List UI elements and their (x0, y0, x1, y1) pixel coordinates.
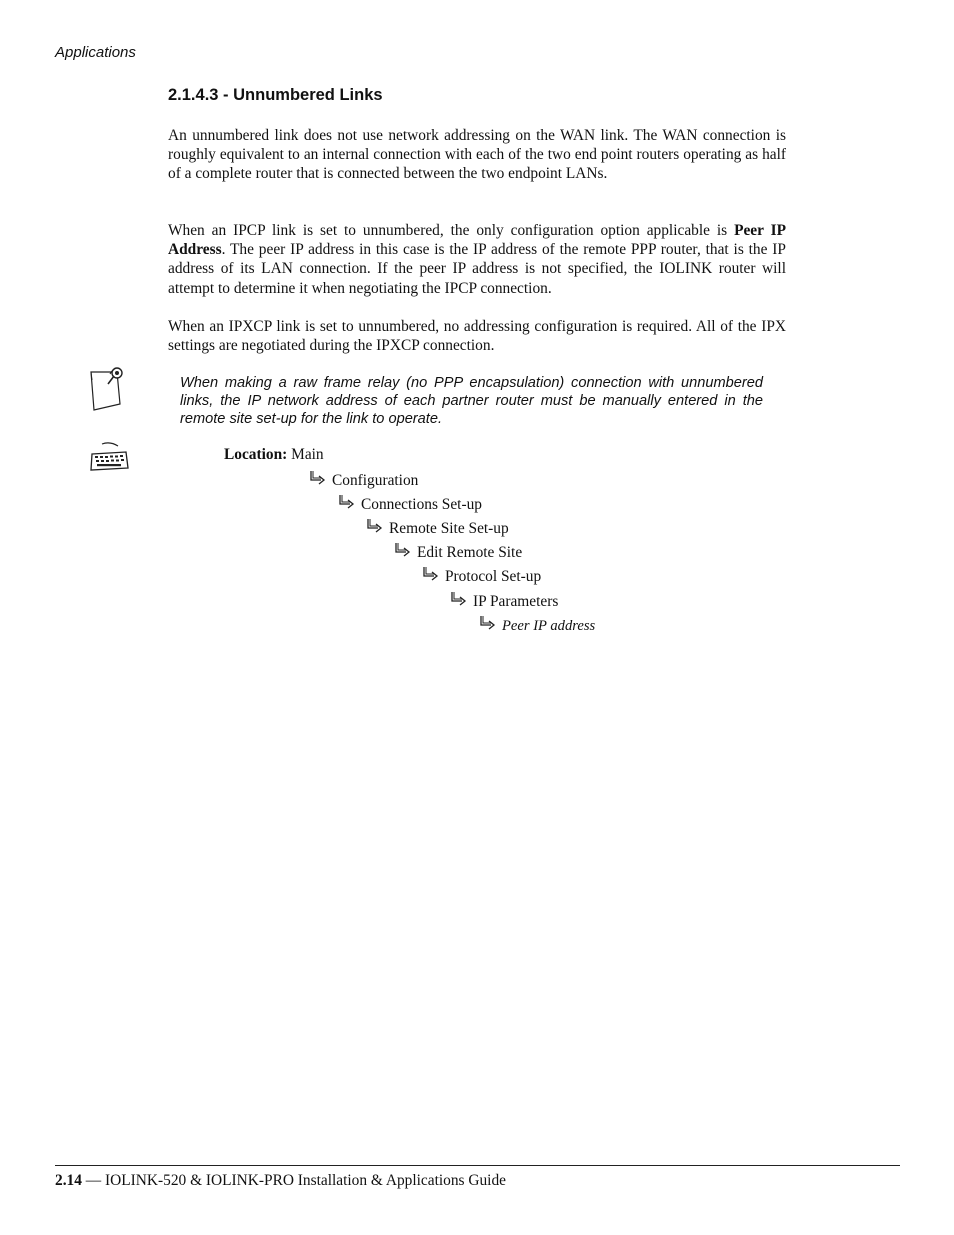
menu-path-step (365, 518, 509, 538)
note-pin-icon (86, 364, 128, 414)
footer-divider (55, 1165, 900, 1166)
path-step-label: IP Parameters (473, 593, 559, 610)
path-arrow-icon (449, 591, 473, 611)
location-label: Location: (224, 446, 288, 463)
note-text: When making a raw frame relay (no PPP encapsulation) connection with unnumbered links, the IP network address of each partner router must be manually entered in the remote site set-up for the link to operate. (180, 375, 763, 427)
menu-path-step (393, 542, 522, 562)
path-step-label: Protocol Set-up (445, 568, 542, 585)
location-line (224, 446, 324, 464)
path-step-label: Remote Site Set-up (389, 520, 509, 537)
path-arrow-icon (421, 566, 445, 586)
path-arrow-icon (337, 494, 361, 514)
path-step-label: Peer IP address (502, 618, 596, 634)
p2-text-start: When an IPCP link is set to unnumbered, the only configuration option applicable is (168, 222, 735, 239)
location-root: Main (291, 446, 324, 463)
path-step-label: Configuration (332, 472, 419, 489)
running-header: Applications (55, 44, 136, 61)
page-number: 2.14 (55, 1172, 82, 1189)
path-arrow-icon (393, 542, 417, 562)
page-footer (55, 1172, 506, 1190)
paragraph-ipcp (168, 221, 786, 298)
section-title: 2.1.4.3 - Unnumbered Links (168, 86, 383, 104)
path-arrow-icon (308, 470, 332, 490)
path-step-label: Edit Remote Site (417, 544, 523, 561)
menu-path-step (337, 494, 482, 514)
paragraph-ipxcp: When an IPXCP link is set to unnumbered, no addressing configuration is required. All of the IPX settings are negotiated during the IPXCP connection. (168, 318, 786, 355)
path-arrow-icon (478, 615, 502, 635)
menu-path-step (478, 615, 595, 635)
menu-path-step (308, 470, 418, 490)
peer-ip-address-term: Peer IP Address (168, 222, 786, 259)
paragraph-unnumbered-intro: An unnumbered link does not use network addressing on the WAN link. The WAN connection is roughly equivalent to an internal connection with each of the two end point routers operating as half of a complete router that is connected between the two endpoint LANs. (168, 127, 786, 183)
keyboard-icon (88, 442, 130, 472)
menu-path-step (449, 591, 558, 611)
menu-path-step (421, 566, 541, 586)
path-step-label: Connections Set-up (361, 496, 482, 513)
p2-text-end: . The peer IP address in this case is the IP address of the remote PPP router, that is the IP address of its LAN connection. If the peer IP address is not specified, the IOLINK router will attempt to determine it when negotiating the IPCP connection. (168, 241, 786, 297)
path-arrow-icon (365, 518, 389, 538)
footer-title: — IOLINK-520 & IOLINK-PRO Installation & Applications Guide (81, 1172, 506, 1189)
